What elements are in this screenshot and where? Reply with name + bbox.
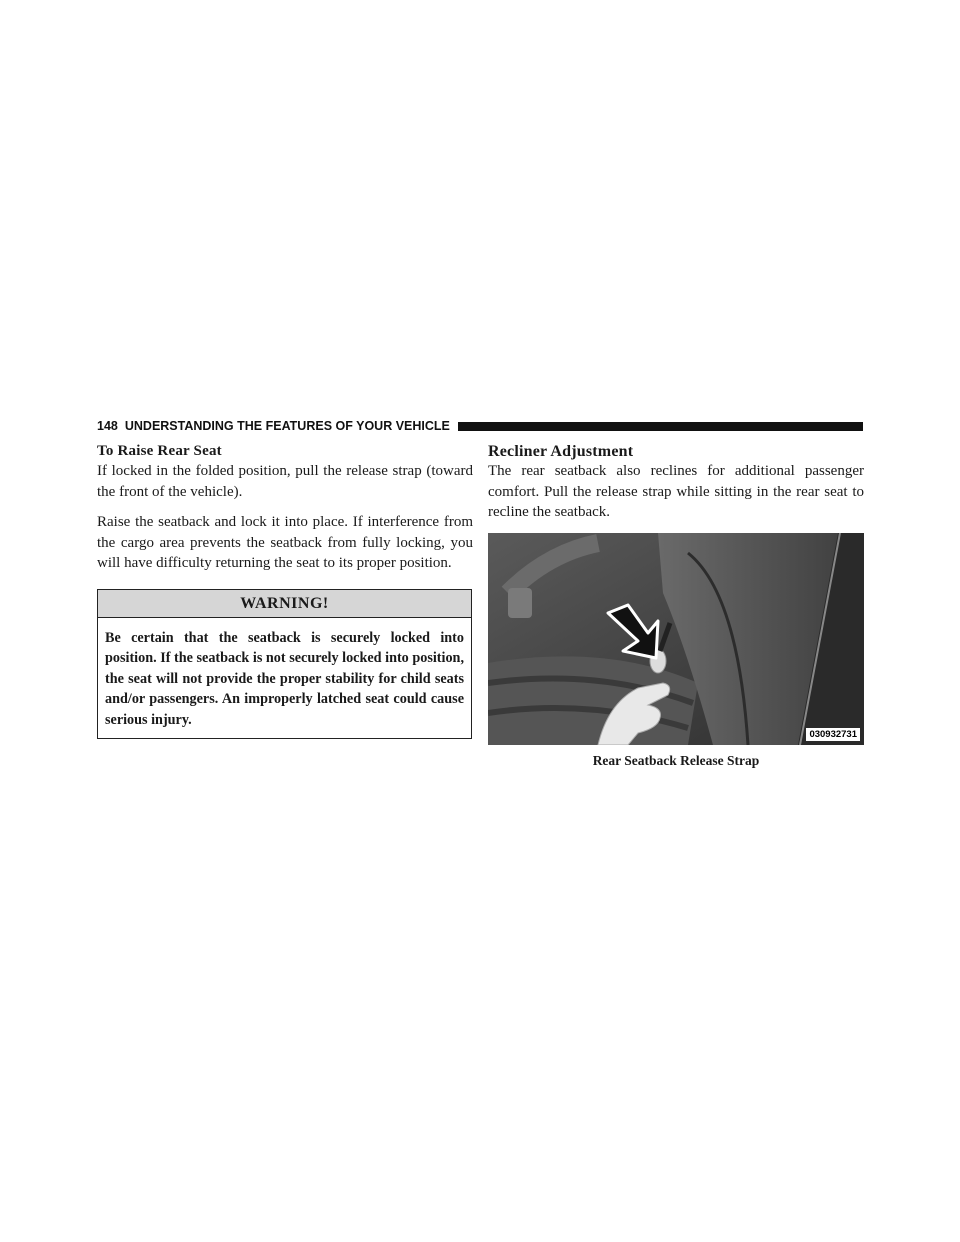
right-column — [488, 442, 864, 769]
section-title: UNDERSTANDING THE FEATURES OF YOUR VEHICLE — [124, 419, 450, 433]
raise-paragraph-1: If locked in the folded position, pull the release strap (toward the front of the vehicle). — [97, 463, 473, 500]
raise-rear-seat-heading: To Raise Rear Seat — [97, 443, 222, 459]
recliner-adjustment-heading: Recliner Adjustment — [488, 443, 634, 460]
page-header — [97, 419, 863, 433]
warning-text: Be certain that the seatback is securely locked into position. If the seatback is not securely locked into position, the seat will not provide the proper stability for child seats and/or passengers. An improperly latched seat could cause serious injury. — [105, 629, 464, 728]
seat-illustration — [488, 533, 864, 745]
seatback-release-strap-figure — [488, 533, 864, 745]
raise-paragraph-2: Raise the seatback and lock it into place. If interference from the cargo area prevents the seatback from fully locking, you will have difficulty returning the seat to its proper position. — [97, 514, 473, 571]
figure-caption: Rear Seatback Release Strap — [592, 752, 760, 768]
left-column — [97, 442, 473, 739]
warning-title: WARNING! — [98, 590, 471, 618]
figure-code: 030932731 — [806, 728, 860, 741]
recliner-paragraph: The rear seatback also reclines for additional passenger comfort. Pull the release strap while sitting in the rear seat to recline the seatback. — [488, 463, 864, 520]
page-number: 148 — [97, 419, 118, 433]
header-rule — [458, 422, 863, 431]
warning-box — [97, 589, 472, 740]
